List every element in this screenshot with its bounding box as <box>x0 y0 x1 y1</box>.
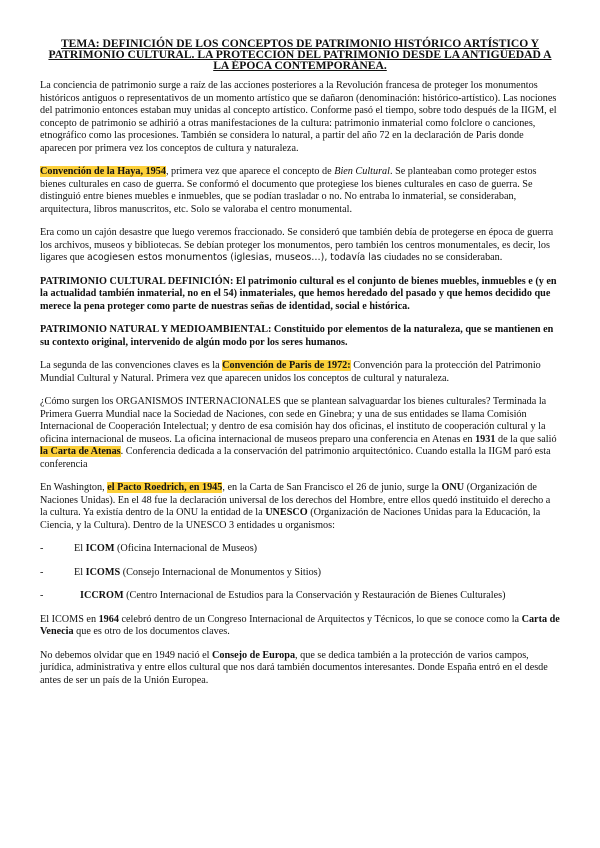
text-span: , primera vez que aparece el concepto de <box>165 166 335 177</box>
text-span: (Organización de Naciones Unidas). En el 48 fue la declaración universal de los derechos del Hombre, entre ellos quedó instituido el derecho a la cultura. Ya existía dentro de la ONU la entidad de la <box>40 482 551 518</box>
text-span: . Se planteaban como proteger estos bienes culturales en caso de guerra. Se conformó el documento que protegiese los bienes culturales en caso de guerra. Se distinguió entre bienes muebles e inmuebles, que se podían trasladar o no. No entraba lo inmaterial, se consideraban, arquitectura, libros manuscritos, etc. Solo se valoraba el centro monumental. <box>40 166 537 215</box>
list-item <box>40 567 560 580</box>
text-span: (Centro Internacional de Estudios para la Conservación y Restauración de Bienes Culturales) <box>123 590 506 601</box>
paragraph-natural-heritage-definition: PATRIMONIO NATURAL Y MEDIOAMBIENTAL: Constituido por elementos de la naturaleza, que se mantienen en su contexto original, intervenido de algún modo por los seres humanos. <box>40 324 554 348</box>
bold-council-of-europe: Consejo de Europa <box>212 649 296 661</box>
text-span: , en la Carta de San Francisco el 26 de junio, surge la <box>222 482 442 493</box>
text-span: , que se dedica también a la protección de varios campos, jurídica, administrativa y entre ellos cultural que nos dará también documentos interesantes. Donde España entró en el desde antes de ser un país de la Unión Europea. <box>40 649 548 686</box>
list-dash: - <box>40 566 44 578</box>
paragraph-washington-onu <box>40 482 560 532</box>
text-span: Convención para la protección del Patrimonio Mundial Cultural y Natural. Primera vez que aparecen unidos los conceptos de cultural y naturaleza. <box>40 360 541 384</box>
list-item-text <box>74 543 257 556</box>
text-span: El <box>74 543 86 554</box>
sans-text-span: acogiesen estos monumentos (iglesias, museos…), todavía las <box>86 252 382 263</box>
document-page <box>40 38 560 698</box>
bold-icom: ICOM <box>85 543 115 554</box>
highlight-roerich-pact: el Pacto Roedrich, en 1945 <box>107 482 223 493</box>
bold-1964: 1964 <box>98 613 119 625</box>
bold-1931: 1931 <box>475 433 496 445</box>
document-title: TEMA: DEFINICIÓN DE LOS CONCEPTOS DE PATRIMONIO HISTÓRICO ARTÍSTICO Y PATRIMONIO CULTURAL. LA PROTECCIÓN DEL PATRIMONIO DESDE LA ANTIGÜEDAD A LA ÉPOCA CONTEMPORÁNEA. <box>48 37 552 72</box>
paragraph-paris-convention <box>40 360 560 385</box>
list-item-text <box>74 567 321 580</box>
text-span: El ICOMS en <box>40 613 99 625</box>
text-span: La segunda de las convenciones claves es la <box>40 360 223 371</box>
text-span: celebró dentro de un Congreso Internacional de Arquitectos y Técnicos, lo que se conoce como la <box>118 613 522 625</box>
list-item <box>40 590 560 603</box>
text-span: . Conferencia dedicada a la conservación del patrimonio arquitectónico. Cuando estalla la IIGM paró esta conferencia <box>40 446 551 470</box>
text-span: (Oficina Internacional de Museos) <box>114 543 258 554</box>
text-span: ¿Cómo surgen los ORGANISMOS INTERNACIONALES que se plantean salvaguardar los bienes culturales? Terminada la Primera Guerra Mundial nace la Sociedad de Naciones, con sede en Ginebra; y una de sus entidades se llama Comisión Internacional de Cooperación Intelectual; y dentro de esa comisión hay dos oficinas, el instituto de cooperación cultural y la oficina internacional de museos. La oficina internacional de museos preparo una conferencia en Atenas en <box>40 396 547 445</box>
paragraph-origin-of-heritage: La conciencia de patrimonio surge a raíz de las acciones posteriores a la Revolución francesa de proteger los monumentos históricos antiguos o representativos de un momento artístico que se dañaron (denominación: histórico-artístico). Las nociones del patrimonio entonces estaban muy unidas al concepto artístico. Conforme pasó el tiempo, sobre todo después de la IIGM, el concepto de patrimonio se adhirió a otras manifestaciones de la cultura: patrimonio inmaterial como folclore o canciones, etnográfico como las procesiones. También se considera lo natural, a partir del año 72 en la declaración de Paris donde aparecen por primera vez los conceptos de cultura y naturaleza. <box>40 80 557 154</box>
paragraph-international-organizations <box>40 396 560 471</box>
bold-venice-charter: Carta de Venecia <box>40 613 560 637</box>
bold-unesco: UNESCO <box>265 507 308 518</box>
highlight-hague-convention: Convención de la Haya, 1954 <box>40 166 166 177</box>
list-dash: - <box>40 590 44 601</box>
paragraph-council-of-europe <box>40 650 560 688</box>
text-span: En Washington, <box>40 482 108 493</box>
text-span: ciudades no se consideraban. <box>381 252 503 263</box>
highlight-athens-charter: la Carta de Atenas <box>40 446 121 457</box>
bold-icoms: ICOMS <box>85 566 121 578</box>
text-span: Era como un cajón desastre que luego veremos fraccionado. Se consideró que también debía de protegerse en época de guerra los archivos, museos y bibliotecas. Se debían proteger los monumentos, pero también los centros monumentales, es decir, los ligares que <box>40 227 554 263</box>
paragraph-cajon-desastre <box>40 227 560 265</box>
unesco-organisms-list <box>40 543 560 603</box>
text-span: que es otro de los documentos claves. <box>73 626 230 637</box>
paragraph-venice-charter <box>40 614 560 639</box>
bold-onu: ONU <box>441 482 465 493</box>
highlight-paris-convention: Convención de Paris de 1972: <box>222 360 351 371</box>
list-item-text <box>74 590 506 603</box>
text-span: (Organización de Naciones Unidas para la Educación, la Ciencia, y la Cultura). Dentro de la UNESCO 3 entidades u organismos: <box>40 507 541 531</box>
list-item <box>40 543 560 556</box>
text-span: El <box>74 566 86 578</box>
text-span: de la que salió <box>495 433 557 445</box>
text-span: No debemos olvidar que en 1949 nació el <box>40 649 213 661</box>
text-span: (Consejo Internacional de Monumentos y Sitios) <box>120 566 322 578</box>
list-dash: - <box>40 543 44 554</box>
bold-iccrom: ICCROM <box>80 590 124 601</box>
italic-bien-cultural: Bien Cultural <box>334 166 390 177</box>
paragraph-cultural-heritage-definition: PATRIMONIO CULTURAL DEFINICIÓN: El patrimonio cultural es el conjunto de bienes muebles, inmuebles e (y en la actualidad también inmaterial, no en el 54) inmateriales, que hemos heredado del pasado y que hemos decidido que merece la pena proteger como parte de nuestras señas de identidad, social e histórica. <box>40 275 557 312</box>
paragraph-hague-convention <box>40 166 560 216</box>
